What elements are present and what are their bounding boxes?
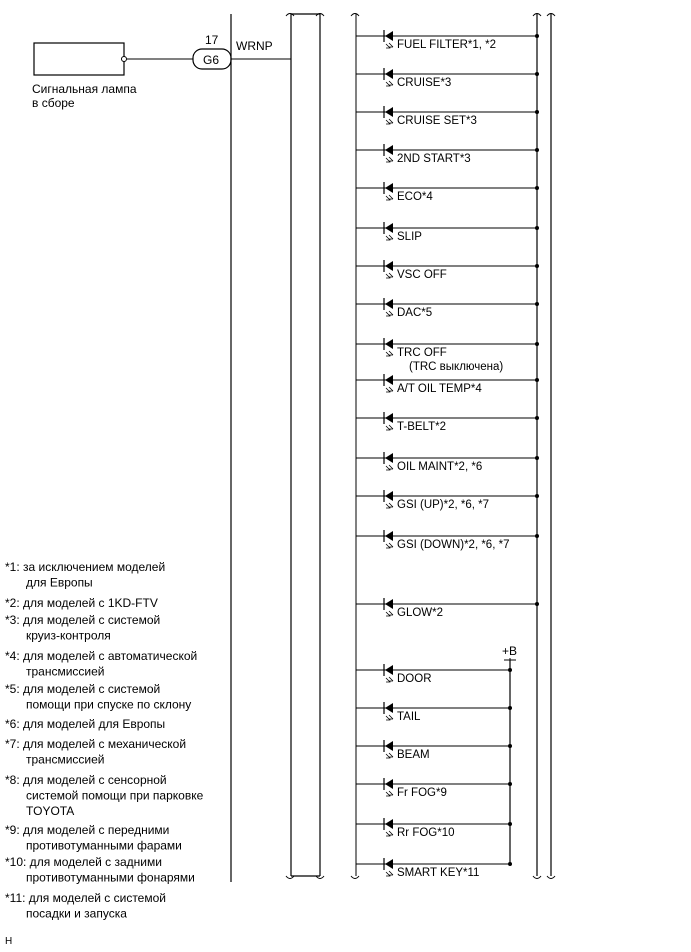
footnote-line: *3: для моделей с системой xyxy=(5,613,161,627)
light-emission-icon xyxy=(386,677,393,682)
connector-id: G6 xyxy=(203,53,220,67)
indicator-row xyxy=(356,374,539,395)
indicator-row xyxy=(356,260,539,281)
junction-dot xyxy=(535,378,539,382)
footnote-line: *7: для моделей с механической xyxy=(5,737,187,751)
light-emission-icon xyxy=(386,611,393,616)
indicator-label: Rr FOG*10 xyxy=(397,827,455,839)
light-emission-icon xyxy=(386,311,393,316)
lamp-label-line2: в сборе xyxy=(32,96,75,110)
indicator-row xyxy=(356,30,539,51)
junction-dot xyxy=(535,602,539,606)
indicator-row xyxy=(356,858,512,879)
indicator-label: GLOW*2 xyxy=(397,607,444,619)
footnote-line: *6: для моделей для Европы xyxy=(5,717,166,731)
indicator-label: OIL MAINT*2, *6 xyxy=(397,461,483,473)
indicator-label: BEAM xyxy=(397,749,430,761)
indicator-row xyxy=(356,338,539,373)
led-icon xyxy=(385,261,393,271)
indicator-row xyxy=(356,68,539,89)
footnote-line: посадки и запуска xyxy=(26,906,127,921)
junction-dot xyxy=(535,226,539,230)
led-icon xyxy=(385,183,393,193)
light-emission-icon xyxy=(386,157,393,162)
led-icon xyxy=(385,413,393,423)
indicator-row xyxy=(356,490,539,511)
indicator-label: DOOR xyxy=(397,673,432,685)
light-emission-icon xyxy=(386,351,393,356)
led-icon xyxy=(385,145,393,155)
footnote-line: противотуманными фонарями xyxy=(26,870,195,885)
led-icon xyxy=(385,31,393,41)
footnote-line: *10: для моделей с задними xyxy=(5,855,162,869)
indicator-row xyxy=(356,702,512,723)
indicator-sublabel: (TRC выключена) xyxy=(409,361,504,373)
junction-dot xyxy=(535,110,539,114)
footnotes xyxy=(5,560,204,921)
break-mark-indicator-bottom xyxy=(351,876,359,879)
junction-dot xyxy=(508,862,512,866)
footnote-line: *9: для моделей с передними xyxy=(5,823,170,837)
light-emission-icon xyxy=(386,81,393,86)
footnote-line: *11: для моделей с системой xyxy=(5,891,166,905)
indicator-label: CRUISE*3 xyxy=(397,77,452,89)
indicator-label: GSI (DOWN)*2, *6, *7 xyxy=(397,539,510,551)
footnote-line: для Европы xyxy=(26,575,93,590)
indicator-row xyxy=(356,412,539,433)
junction-dot xyxy=(535,264,539,268)
junction-dot xyxy=(535,186,539,190)
meter-ecu-left-edge xyxy=(291,14,320,876)
junction-dot xyxy=(508,782,512,786)
indicator-label: A/T OIL TEMP*4 xyxy=(397,383,482,395)
junction-dot xyxy=(508,744,512,748)
break-mark-indicator-top xyxy=(351,14,359,17)
light-emission-icon xyxy=(386,195,393,200)
junction-dot xyxy=(535,342,539,346)
light-emission-icon xyxy=(386,425,393,430)
lamp-terminal xyxy=(122,57,127,62)
indicator-label: TRC OFF xyxy=(397,347,447,359)
light-emission-icon xyxy=(386,831,393,836)
junction-dot xyxy=(508,668,512,672)
junction-dot xyxy=(535,302,539,306)
indicator-row xyxy=(356,222,539,243)
junction-dot xyxy=(508,822,512,826)
junction-dot xyxy=(535,456,539,460)
footnote-line: *2: для моделей с 1KD-FTV xyxy=(5,596,158,610)
indicator-row xyxy=(356,144,539,165)
indicator-label: DAC*5 xyxy=(397,307,433,319)
indicator-row xyxy=(356,740,512,761)
footnote-line: помощи при спуске по склону xyxy=(26,697,192,712)
light-emission-icon xyxy=(386,543,393,548)
led-icon xyxy=(385,859,393,869)
junction-dot xyxy=(535,34,539,38)
junction-dot xyxy=(535,494,539,498)
footnote-line: трансмиссией xyxy=(26,752,105,767)
led-icon xyxy=(385,779,393,789)
indicator-label: FUEL FILTER*1, *2 xyxy=(397,39,497,51)
indicator-label: TAIL xyxy=(397,711,421,723)
led-icon xyxy=(385,223,393,233)
indicator-row xyxy=(356,530,539,551)
led-icon xyxy=(385,69,393,79)
supply-label-plus-b: +B xyxy=(502,644,518,658)
connector-pin-number: 17 xyxy=(205,33,219,47)
footnote-line: системой помощи при парковке xyxy=(26,788,204,803)
led-icon xyxy=(385,453,393,463)
footnote-line: противотуманными фарами xyxy=(26,838,182,853)
indicator-label: VSC OFF xyxy=(397,269,447,281)
light-emission-icon xyxy=(386,119,393,124)
indicator-row xyxy=(356,598,539,619)
light-emission-icon xyxy=(386,387,393,392)
led-icon xyxy=(385,665,393,675)
led-icon xyxy=(385,339,393,349)
light-emission-icon xyxy=(386,791,393,796)
light-emission-icon xyxy=(386,871,393,876)
indicator-label: GSI (UP)*2, *6, *7 xyxy=(397,499,490,511)
junction-dot xyxy=(535,534,539,538)
indicator-label: CRUISE SET*3 xyxy=(397,115,477,127)
led-icon xyxy=(385,819,393,829)
light-emission-icon xyxy=(386,235,393,240)
indicator-label: SLIP xyxy=(397,231,422,243)
junction-dot xyxy=(535,148,539,152)
junction-dot xyxy=(508,706,512,710)
led-icon xyxy=(385,491,393,501)
led-icon xyxy=(385,531,393,541)
indicator-row xyxy=(356,664,512,685)
indicator-label: Fr FOG*9 xyxy=(397,787,447,799)
footnote-line: *4: для моделей с автоматической xyxy=(5,649,198,663)
lamp-label-line1: Сигнальная лампа xyxy=(32,82,137,96)
indicator-row xyxy=(356,818,512,839)
led-icon xyxy=(385,703,393,713)
indicator-row xyxy=(356,778,512,799)
lamp-assembly-box xyxy=(34,43,124,75)
indicator-row xyxy=(356,182,539,203)
junction-dot xyxy=(535,416,539,420)
break-mark-right-bottom xyxy=(533,876,555,879)
indicator-label: SMART KEY*11 xyxy=(397,867,480,879)
junction-dot xyxy=(535,72,539,76)
wire-name-wrnp: WRNP xyxy=(236,39,273,53)
footnote-line: *8: для моделей с сенсорной xyxy=(5,773,167,787)
indicator-row xyxy=(356,106,539,127)
corner-mark: H xyxy=(5,936,13,947)
light-emission-icon xyxy=(386,503,393,508)
indicator-row xyxy=(356,452,539,473)
led-icon xyxy=(385,107,393,117)
indicator-label: T-BELT*2 xyxy=(397,421,446,433)
footnote-line: TOYOTA xyxy=(26,804,75,818)
led-icon xyxy=(385,299,393,309)
light-emission-icon xyxy=(386,273,393,278)
footnote-line: *5: для моделей с системой xyxy=(5,682,161,696)
indicator-label: 2ND START*3 xyxy=(397,153,471,165)
light-emission-icon xyxy=(386,715,393,720)
led-icon xyxy=(385,375,393,385)
light-emission-icon xyxy=(386,465,393,470)
footnote-line: круиз-контроля xyxy=(26,628,111,643)
indicator-rows xyxy=(356,30,539,879)
footnote-line: *1: за исключением моделей xyxy=(5,560,166,574)
led-icon xyxy=(385,599,393,609)
light-emission-icon xyxy=(386,753,393,758)
footnote-line: трансмиссией xyxy=(26,664,105,679)
light-emission-icon xyxy=(386,43,393,48)
break-mark-right-top xyxy=(533,14,555,17)
indicator-label: ECO*4 xyxy=(397,191,433,203)
led-icon xyxy=(385,741,393,751)
indicator-row xyxy=(356,298,539,319)
